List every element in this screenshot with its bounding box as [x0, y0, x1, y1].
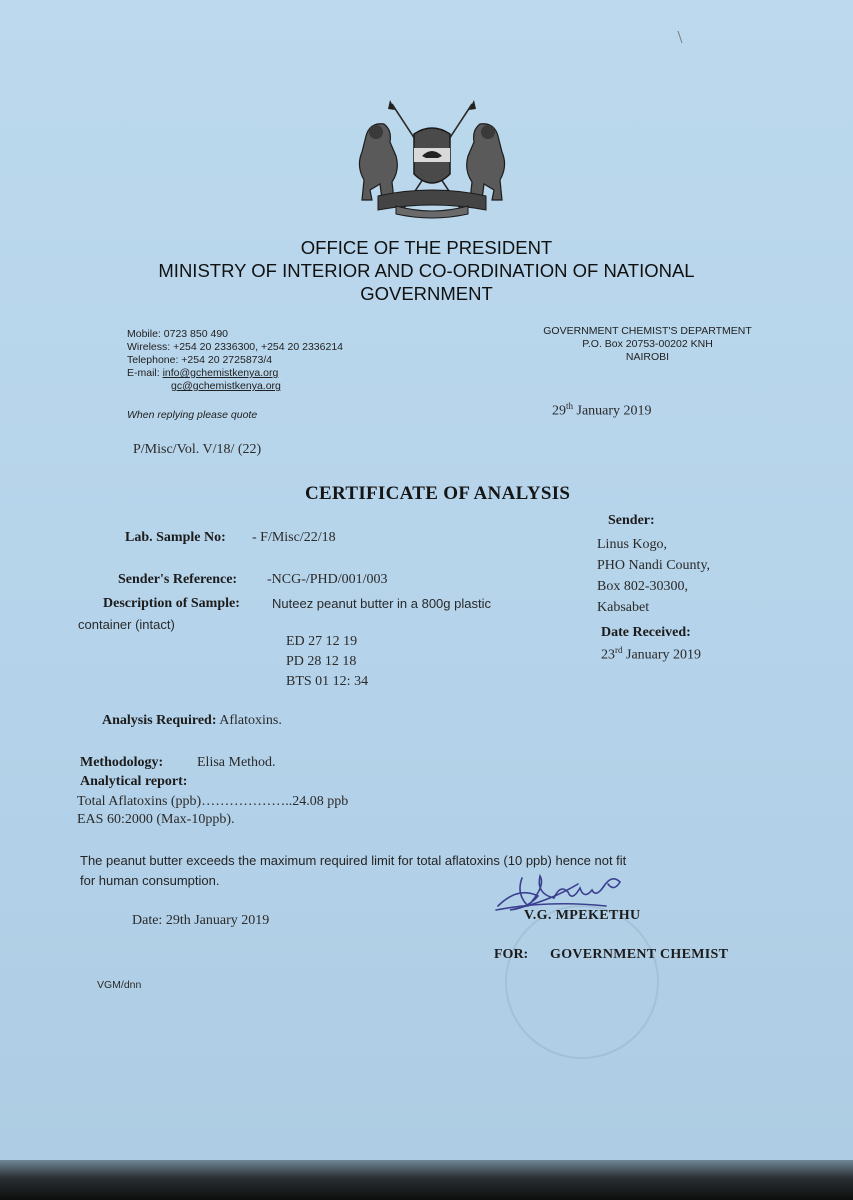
for-label: FOR:: [494, 947, 529, 962]
sender-line: Linus Kogo,: [597, 537, 667, 552]
typist-initials: VGM/dnn: [97, 979, 142, 991]
description-line-1: Nuteez peanut butter in a 800g plastic: [272, 596, 491, 611]
department-city: NAIROBI: [625, 351, 670, 363]
letterhead-office: OFFICE OF THE PRESIDENT: [300, 237, 553, 258]
sample-code: PD 28 12 18: [286, 654, 357, 669]
sender-line: Kabsabet: [597, 600, 650, 615]
methodology-value: Elisa Method.: [197, 755, 276, 770]
contact-block: [127, 328, 343, 393]
sample-code: BTS 01 12: 34: [286, 674, 369, 689]
sender-line: PHO Nandi County,: [597, 558, 711, 573]
embossed-stamp: [505, 905, 659, 1059]
sender-line: Box 802-30300,: [597, 579, 688, 594]
contact-email-info[interactable]: info@gchemistkenya.org: [162, 367, 279, 379]
lab-sample-value: - F/Misc/22/18: [252, 530, 336, 545]
letter-date: 29th January 2019: [552, 401, 652, 419]
contact-email-row: [127, 367, 343, 380]
conclusion-line-2: for human consumption.: [80, 873, 220, 888]
contact-mobile: Mobile: 0723 850 490: [127, 328, 228, 340]
coat-of-arms-emblem: [352, 96, 512, 224]
reference-number: P/Misc/Vol. V/18/ (22): [133, 442, 262, 457]
conclusion-line-1: The peanut butter exceeds the maximum required limit for total aflatoxins (10 ppb) hence not fit: [80, 853, 627, 868]
sample-code: ED 27 12 19: [286, 634, 358, 649]
contact-email-label: E-mail:: [127, 367, 163, 379]
signing-date: Date: 29th January 2019: [132, 913, 270, 928]
sample-codes: [286, 632, 368, 692]
contact-email-row-2: [127, 380, 343, 393]
date-received-label: Date Received:: [601, 625, 691, 640]
methodology-label: Methodology:: [80, 755, 164, 770]
signatory-name: V.G. MPEKETHU: [524, 908, 641, 923]
analysis-required-value: Aflatoxins.: [216, 713, 282, 728]
letterhead-ministry: MINISTRY OF INTERIOR AND CO-ORDINATION OF NATIONAL: [158, 260, 695, 281]
sender-label: Sender:: [608, 513, 655, 528]
senders-reference-label: Sender's Reference:: [118, 572, 238, 587]
signatory-role: GOVERNMENT CHEMIST: [550, 947, 729, 962]
analysis-required-label: Analysis Required:: [102, 713, 217, 728]
analytical-report-label: Analytical report:: [80, 774, 188, 789]
contact-email-gc[interactable]: gc@gchemistkenya.org: [171, 380, 281, 392]
reply-note: When replying please quote: [127, 409, 258, 421]
page-shadow-edge: [0, 1160, 853, 1200]
senders-reference-value: -NCG-/PHD/001/003: [267, 572, 388, 587]
analytical-report-standard: EAS 60:2000 (Max-10ppb).: [77, 812, 235, 827]
analytical-report-result: Total Aflatoxins (ppb)………………..24.08 ppb: [77, 794, 349, 809]
description-label: Description of Sample:: [103, 596, 240, 611]
letterhead-government: GOVERNMENT: [360, 283, 493, 304]
pen-mark: [676, 30, 684, 44]
lab-sample-label: Lab. Sample No:: [125, 530, 226, 545]
analysis-required: [102, 713, 282, 729]
contact-wireless: Wireless: +254 20 2336300, +254 20 2336214: [127, 341, 344, 353]
department-block: [540, 325, 755, 364]
contact-telephone: Telephone: +254 20 2725873/4: [127, 354, 273, 366]
date-received-value: 23rd January 2019: [601, 645, 702, 663]
certificate-title: CERTIFICATE OF ANALYSIS: [305, 483, 571, 504]
department-box: P.O. Box 20753-00202 KNH: [582, 338, 713, 350]
sender-address: [597, 534, 710, 618]
description-line-2: container (intact): [78, 617, 175, 632]
department-name: GOVERNMENT CHEMIST'S DEPARTMENT: [543, 325, 752, 337]
